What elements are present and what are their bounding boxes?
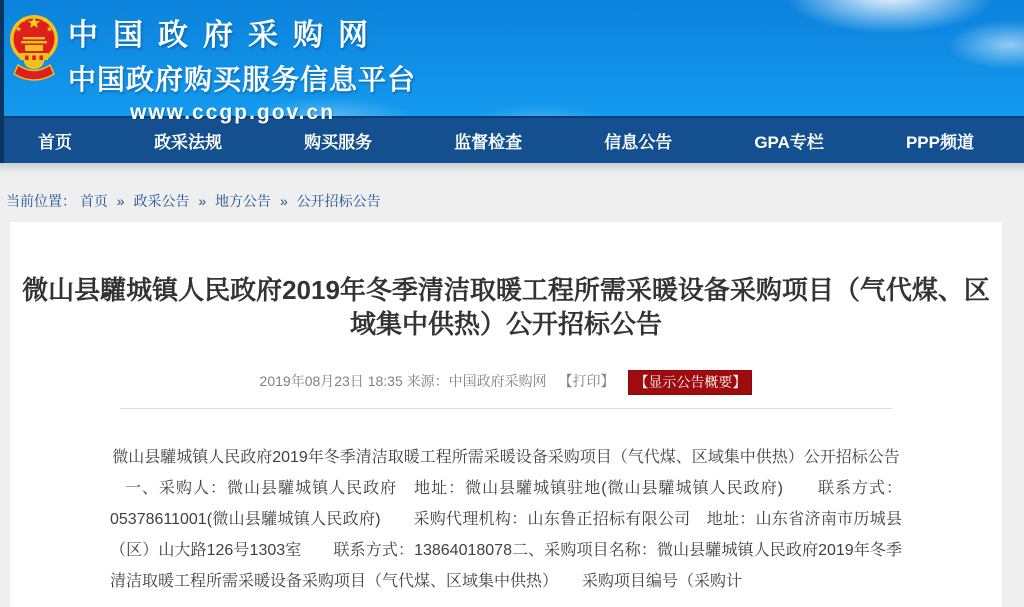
print-button[interactable]: 【打印】 bbox=[558, 373, 615, 390]
breadcrumb-item-open-tender: 公开招标公告 bbox=[296, 193, 381, 209]
breadcrumb-separator: » bbox=[116, 193, 125, 209]
site-url: www.ccgp.gov.cn bbox=[130, 101, 336, 124]
nav-item-purchase-services[interactable]: 购买服务 bbox=[304, 133, 373, 152]
breadcrumb-item-local-announcements[interactable]: 地方公告 bbox=[215, 193, 272, 209]
site-title: 中国政府采购网 bbox=[68, 19, 383, 52]
window-left-edge bbox=[0, 0, 4, 163]
article-body bbox=[110, 442, 902, 597]
content-panel bbox=[10, 222, 1002, 607]
nav-item-announcements[interactable]: 信息公告 bbox=[604, 133, 673, 152]
body-paragraph-details: 一、采购人：微山县驩城镇人民政府 地址：微山县驩城镇驻地(微山县驩城镇人民政府) 联系方式：05378611001(微山县驩城镇人民政府) 采购代理机构：山东鲁正招标有限公司 地址：山东省济南市历城县（区）山大路126号1303室 联系方式：13864018078二、采购项目名称：微山县驩城镇人民政府2019年冬季清洁取暖工程所需采暖设备采购项目（气代煤、区域集中供热） 采购项目编号（采购计 bbox=[110, 480, 902, 590]
source-label: 来源： bbox=[406, 373, 449, 390]
breadcrumb-label: 当前位置： bbox=[6, 193, 76, 209]
page-title: 微山县驩城镇人民政府2019年冬季清洁取暖工程所需采暖设备采购项目（气代煤、区域集中供热）公开招标公告 bbox=[22, 275, 990, 339]
nav-item-ppp[interactable]: PPP频道 bbox=[905, 133, 974, 152]
nav-item-home[interactable]: 首页 bbox=[38, 133, 72, 152]
article-meta bbox=[10, 370, 1002, 395]
breadcrumb-separator: » bbox=[279, 193, 288, 209]
source-value: 中国政府采购网 bbox=[448, 373, 547, 390]
site-subtitle: 中国政府购买服务信息平台 bbox=[68, 64, 417, 95]
nav-item-supervision[interactable]: 监督检查 bbox=[454, 133, 523, 152]
site-header bbox=[0, 0, 1024, 124]
header-text-block bbox=[68, 10, 416, 125]
body-paragraph-title: 微山县驩城镇人民政府2019年冬季清洁取暖工程所需采暖设备采购项目（气代煤、区域集中供热）公开招标公告 bbox=[112, 449, 900, 466]
show-summary-badge-button[interactable]: 【显示公告概要】 bbox=[628, 370, 752, 395]
nav-item-regulations[interactable]: 政采法规 bbox=[154, 133, 223, 152]
publish-datetime: 2019年08月23日 18:35 bbox=[259, 373, 403, 390]
nav-item-gpa[interactable]: GPA专栏 bbox=[754, 133, 824, 152]
breadcrumb-item-procurement-announcements[interactable]: 政采公告 bbox=[133, 193, 190, 209]
breadcrumb-item-home[interactable]: 首页 bbox=[79, 193, 108, 209]
breadcrumb bbox=[0, 175, 1024, 222]
national-emblem-icon bbox=[8, 8, 60, 90]
breadcrumb-separator: » bbox=[198, 193, 207, 209]
nav-shadow-strip bbox=[0, 163, 1024, 175]
meta-divider bbox=[120, 408, 892, 409]
